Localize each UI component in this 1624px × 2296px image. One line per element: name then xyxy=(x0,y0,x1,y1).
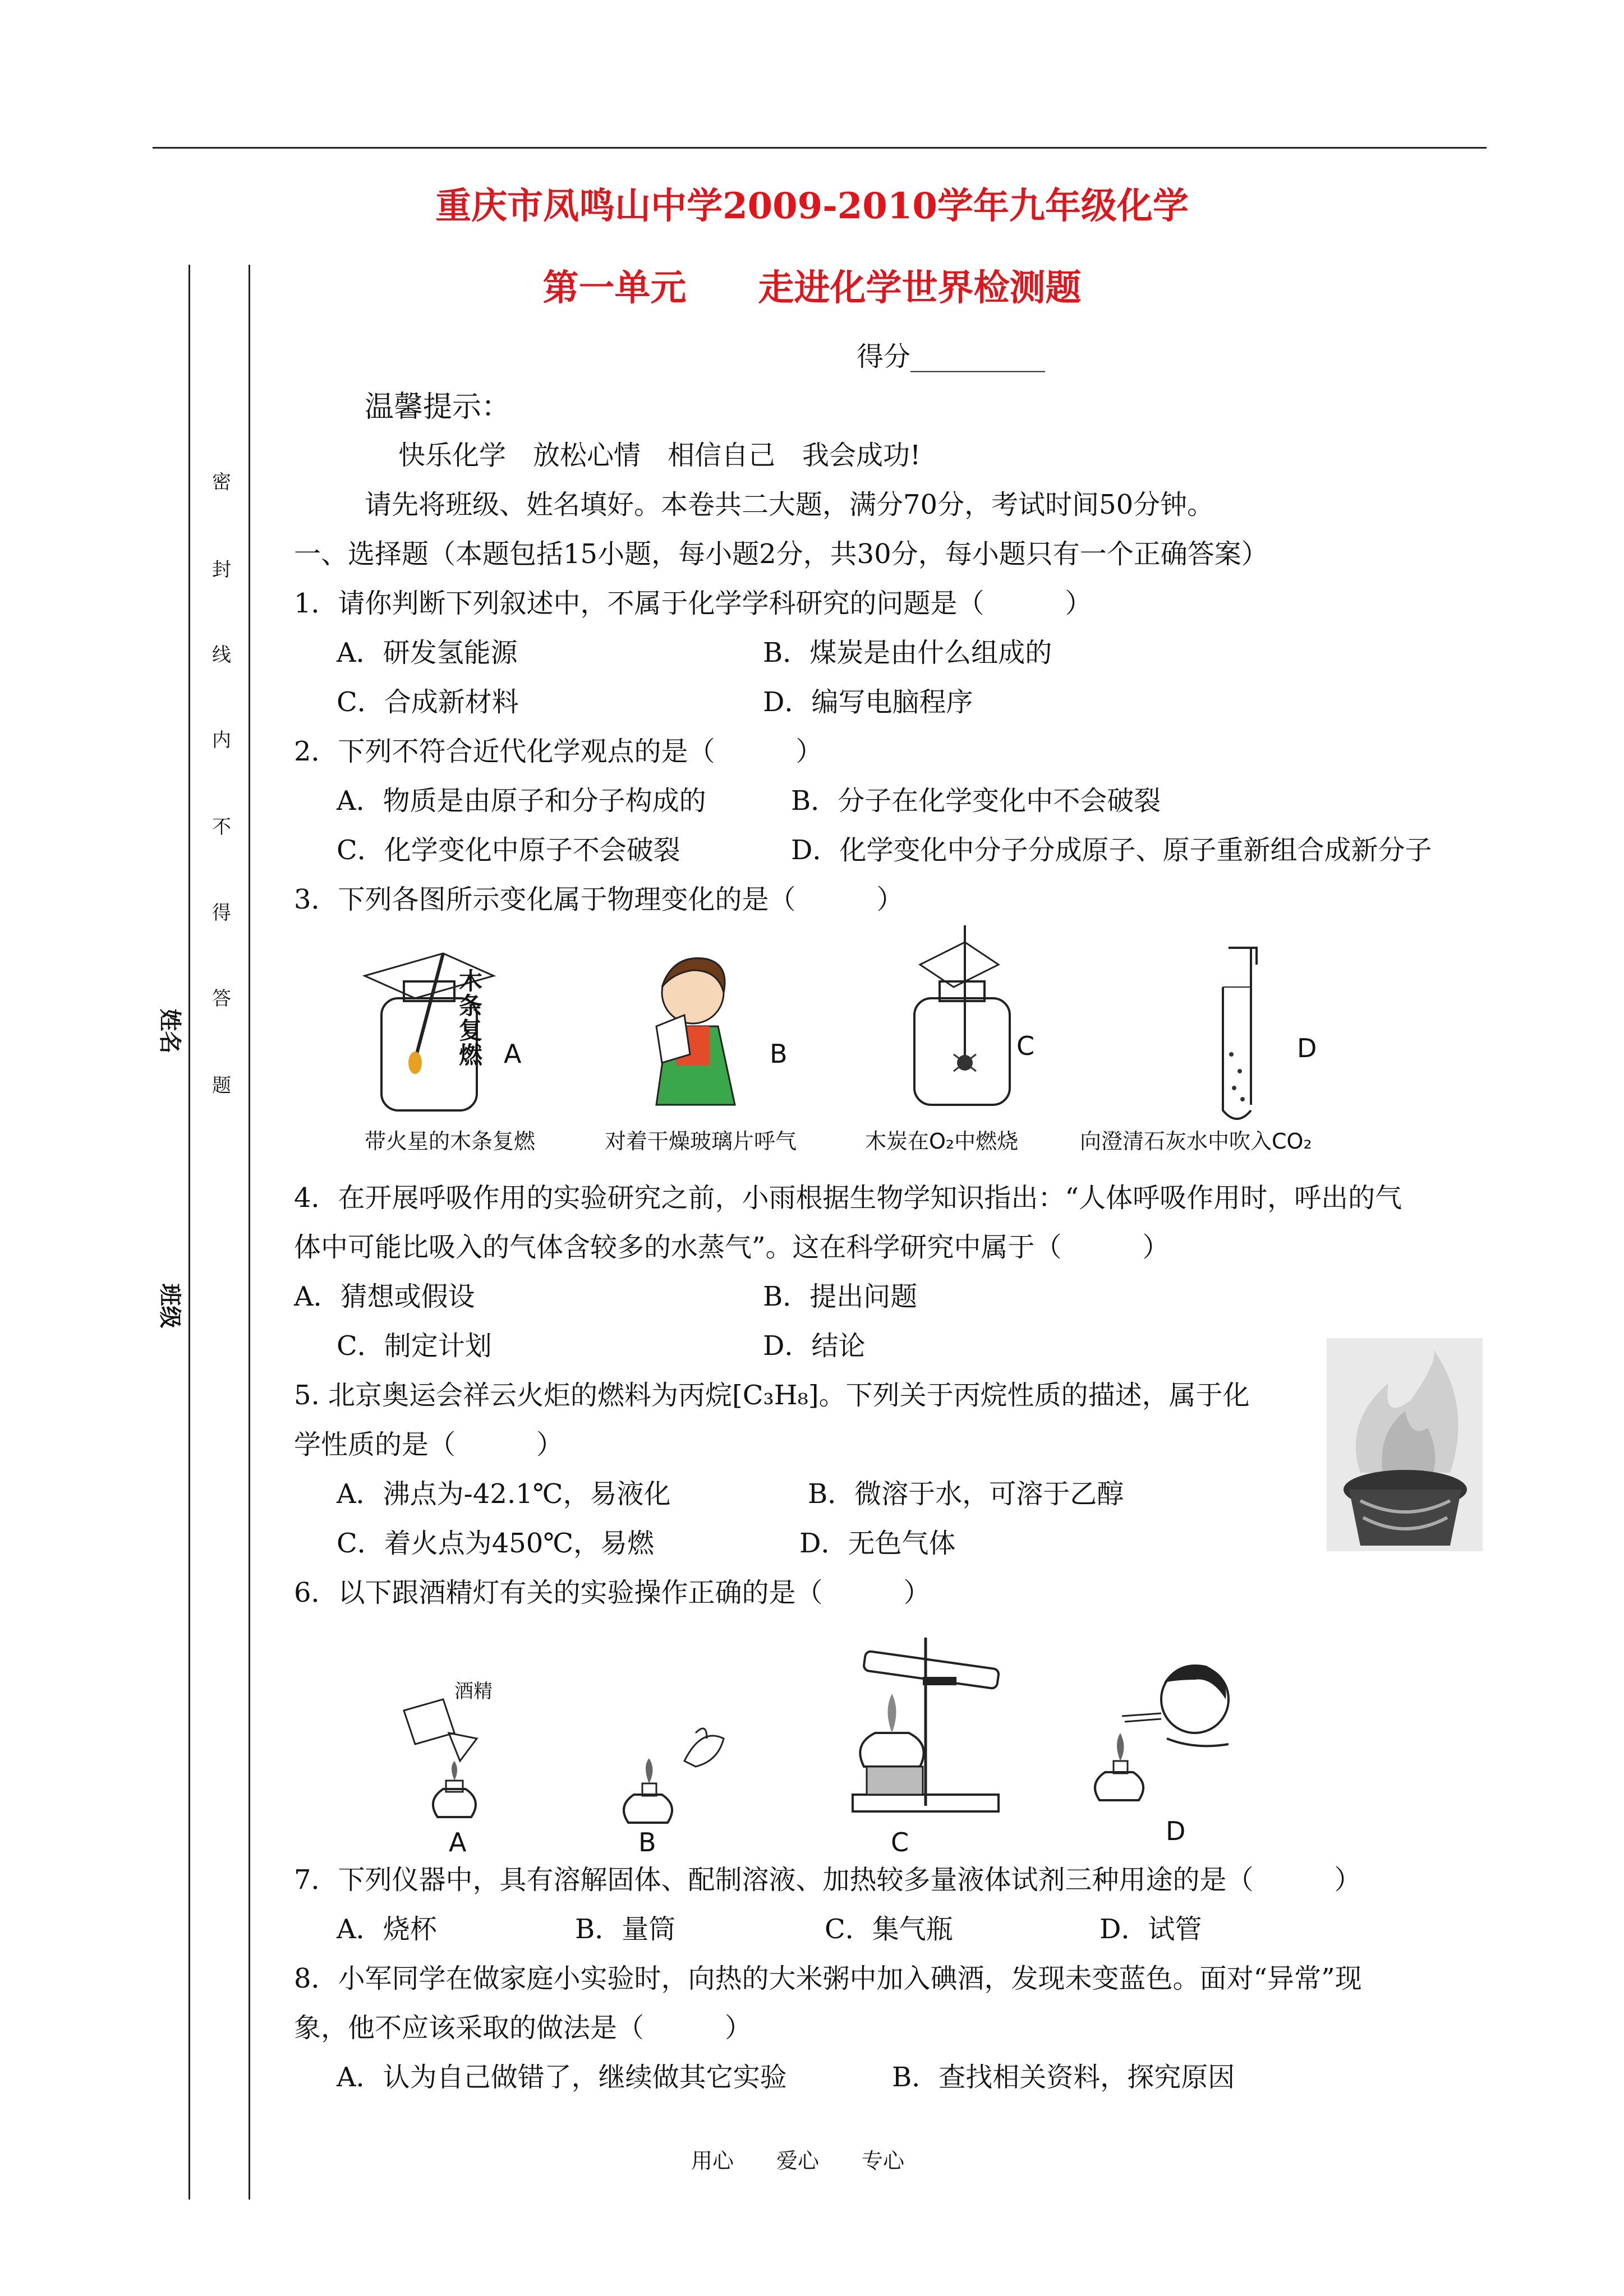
question-6-stem: 6．以下跟酒精灯有关的实验操作正确的是（ ） xyxy=(294,1577,931,1608)
q3-fig-label-c: C xyxy=(1016,1031,1035,1061)
q4-option-b: B．提出问题 xyxy=(763,1281,918,1312)
binding-line-right xyxy=(249,265,250,2200)
question-7-stem: 7．下列仪器中，具有溶解固体、配制溶液、加热较多量液体试剂三种用途的是（ ） xyxy=(294,1864,1361,1896)
q4-option-d: D．结论 xyxy=(763,1330,866,1362)
q1-option-b: B．煤炭是由什么组成的 xyxy=(763,637,1052,668)
q3-figure-a xyxy=(359,942,544,1122)
q3-caption-b: 对着干燥玻璃片呼气 xyxy=(605,1129,797,1154)
section-heading: 一、选择题（本题包括15小题，每小题2分，共30分，每小题只有一个正确答案） xyxy=(294,538,1268,570)
q6-fig-label-d: D xyxy=(1166,1816,1186,1846)
binding-char: 内 xyxy=(212,729,231,751)
q5-option-d: D．无色气体 xyxy=(799,1528,956,1559)
q7-option-c: C．集气瓶 xyxy=(825,1914,953,1945)
q3-figure-c xyxy=(898,925,1035,1110)
q4-option-c: C．制定计划 xyxy=(337,1330,492,1362)
q5-option-b: B．微溶于水，可溶于乙醇 xyxy=(808,1478,1124,1510)
page-title-line2: 第一单元 走进化学世界检测题 xyxy=(542,267,1082,309)
question-4-stem-line2: 体中可能比吸入的气体含较多的水蒸气”。这在科学研究中属于（ ） xyxy=(294,1232,1170,1263)
q2-option-c: C．化学变化中原子不会破裂 xyxy=(337,835,680,866)
q6-fig-a-text: 酒精 xyxy=(454,1680,493,1703)
class-label: 班级 xyxy=(157,1283,183,1329)
q3-fig-label-a: A xyxy=(504,1039,522,1069)
binding-char: 不 xyxy=(212,816,231,838)
binding-char: 线 xyxy=(212,644,231,666)
q2-option-a: A．物质是由原子和分子构成的 xyxy=(337,785,706,817)
q1-option-d: D．编写电脑程序 xyxy=(763,686,973,718)
q8-option-a: A．认为自己做错了，继续做其它实验 xyxy=(337,2062,787,2093)
page-footer: 用心 爱心 专心 xyxy=(691,2149,905,2173)
q1-option-a: A．研发氢能源 xyxy=(337,637,518,668)
q7-option-d: D．试管 xyxy=(1099,1914,1202,1945)
q8-option-b: B．查找相关资料，探究原因 xyxy=(892,2062,1235,2093)
q2-option-b: B．分子在化学变化中不会破裂 xyxy=(791,785,1161,817)
binding-char: 答 xyxy=(212,988,231,1010)
q3-caption-a: 带火星的木条复燃 xyxy=(365,1129,536,1154)
binding-char: 题 xyxy=(212,1075,231,1097)
q6-figure-d xyxy=(1088,1649,1245,1811)
q3-figure-d xyxy=(1212,942,1279,1127)
name-label: 姓名 xyxy=(157,1008,183,1054)
q7-option-b: B．量筒 xyxy=(575,1914,676,1945)
torch-flame-photo xyxy=(1327,1338,1483,1551)
tips-heading: 温馨提示： xyxy=(365,390,511,424)
q5-option-c: C．着火点为450℃，易燃 xyxy=(337,1528,655,1559)
tips-instruction: 请先将班级、姓名填好。本卷共二大题，满分70分，考试时间50分钟。 xyxy=(365,489,1214,520)
binding-char: 密 xyxy=(212,471,231,494)
tips-motto: 快乐化学 放松心情 相信自己 我会成功! xyxy=(398,440,921,471)
q3-caption-d: 向澄清石灰水中吹入CO₂ xyxy=(1080,1129,1312,1154)
question-1-stem: 1．请你判断下列叙述中，不属于化学学科研究的问题是（ ） xyxy=(294,588,1092,619)
q6-fig-label-c: C xyxy=(891,1827,909,1857)
q6-figure-c xyxy=(830,1626,1032,1817)
q6-figure-b xyxy=(617,1705,729,1834)
q3-fig-label-b: B xyxy=(770,1039,788,1069)
q3-fig-label-d: D xyxy=(1297,1033,1317,1063)
question-8-stem-line2: 象，他不应该采取的做法是（ ） xyxy=(294,2012,752,2044)
binding-char: 封 xyxy=(212,559,231,581)
binding-line-left xyxy=(188,265,190,2200)
q1-option-c: C．合成新材料 xyxy=(337,686,519,718)
q7-option-a: A．烧杯 xyxy=(337,1914,437,1945)
top-rule xyxy=(153,147,1487,149)
q3-figure-b xyxy=(640,942,752,1110)
q2-option-d: D．化学变化中分子分成原子、原子重新组合成新分子 xyxy=(791,835,1432,866)
question-5-stem-line2: 学性质的是（ ） xyxy=(294,1429,564,1460)
question-2-stem: 2．下列不符合近代化学观点的是（ ） xyxy=(294,736,823,767)
q4-option-a: A．猜想或假设 xyxy=(294,1281,475,1312)
question-4-stem-line1: 4．在开展呼吸作用的实验研究之前，小雨根据生物学知识指出：“人体呼吸作用时，呼出的气 xyxy=(294,1182,1402,1214)
q3-caption-c: 木炭在O₂中燃烧 xyxy=(865,1129,1019,1154)
page-title-line1: 重庆市凤鸣山中学2009-2010学年九年级化学 xyxy=(435,185,1189,227)
q5-option-a: A．沸点为-42.1℃，易液化 xyxy=(337,1478,671,1510)
question-3-stem: 3．下列各图所示变化属于物理变化的是（ ） xyxy=(294,884,904,915)
score-field: 得分__________ xyxy=(857,341,1046,372)
q3-fig-a-side-text: 木条复燃 xyxy=(459,967,483,1069)
question-5-stem-line1: 5. 北京奥运会祥云火炬的燃料为丙烷[C₃H₈]。下列关于丙烷性质的描述，属于化 xyxy=(294,1380,1250,1411)
question-8-stem-line1: 8．小军同学在做家庭小实验时，向热的大米粥中加入碘酒，发现未变蓝色。面对“异常”现 xyxy=(294,1963,1362,1994)
q6-fig-label-a: A xyxy=(449,1827,467,1857)
binding-char: 得 xyxy=(212,902,231,924)
q6-fig-label-b: B xyxy=(638,1827,656,1857)
